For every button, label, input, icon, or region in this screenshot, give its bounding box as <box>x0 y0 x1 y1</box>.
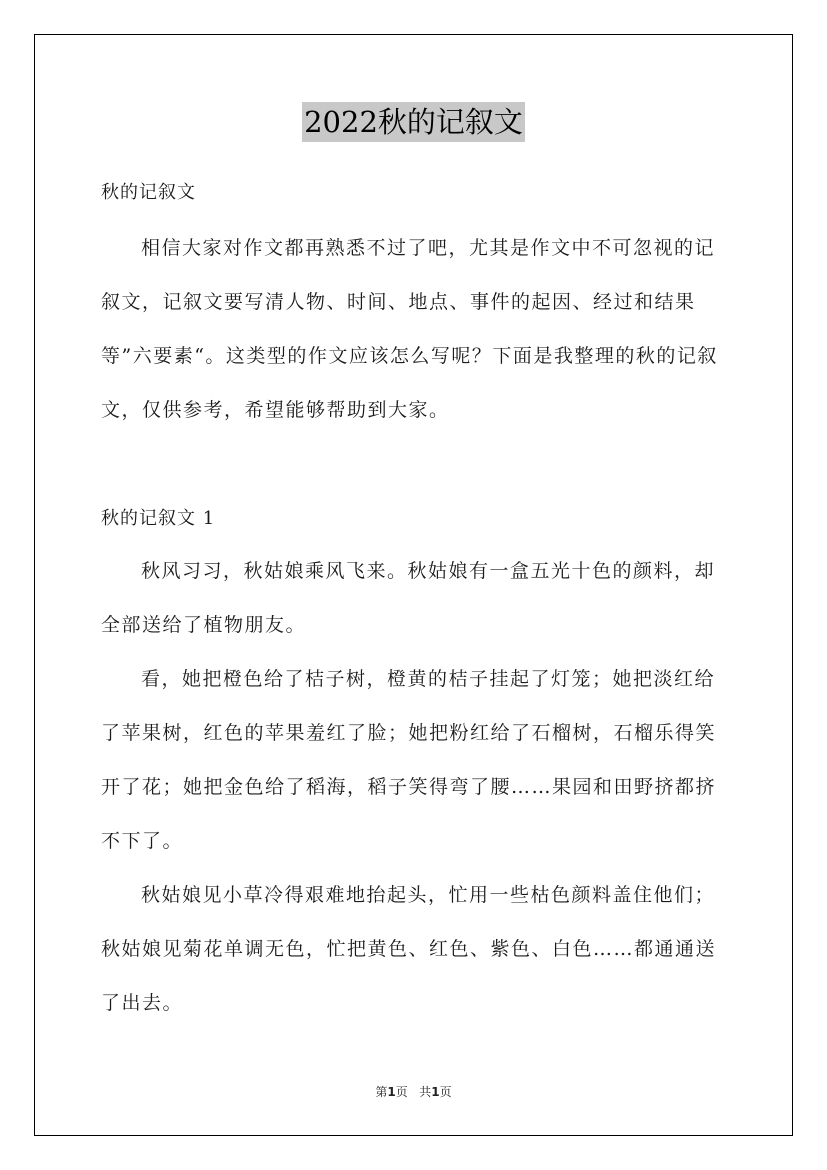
total-prefix: 共 <box>419 1085 432 1099</box>
title-container <box>0 102 827 142</box>
section-heading: 秋的记叙文 1 <box>101 508 216 529</box>
body-paragraph: 看，她把橙色给了桔子树，橙黄的桔子挂起了灯笼；她把淡红给了苹果树，红色的苹果羞红了脸；她把粉红给了石榴树，石榴乐得笑开了花；她把金色给了稻海，稻子笑得弯了腰……果园和田野挤都挤不下了。 <box>101 668 717 852</box>
document-subtitle: 秋的记叙文 <box>101 182 196 203</box>
page-prefix: 第 <box>375 1085 388 1099</box>
page-suffix: 页 <box>395 1085 408 1099</box>
intro-paragraph: 相信大家对作文都再熟悉不过了吧，尤其是作文中不可忽视的记叙文，记叙文要写清人物、时间、地点、事件的起因、经过和结果等”六要素“。这类型的作文应该怎么写呢？下面是我整理的秋的记叙文，仅供参考，希望能够帮助到大家。 <box>101 237 718 421</box>
page-footer <box>0 1083 827 1101</box>
total-suffix: 页 <box>439 1085 452 1099</box>
total-pages: 1 <box>431 1085 440 1099</box>
body-paragraph: 秋风习习，秋姑娘乘风飞来。秋姑娘有一盒五光十色的颜料，却全部送给了植物朋友。 <box>101 560 716 636</box>
page-number: 1 <box>387 1085 396 1099</box>
body-paragraph: 秋姑娘见小草冷得艰难地抬起头，忙用一些枯色颜料盖住他们；秋姑娘见菊花单调无色，忙把黄色、红色、紫色、白色……都通通送了出去。 <box>101 884 717 1014</box>
document-title: 2022秋的记叙文 <box>302 102 525 142</box>
